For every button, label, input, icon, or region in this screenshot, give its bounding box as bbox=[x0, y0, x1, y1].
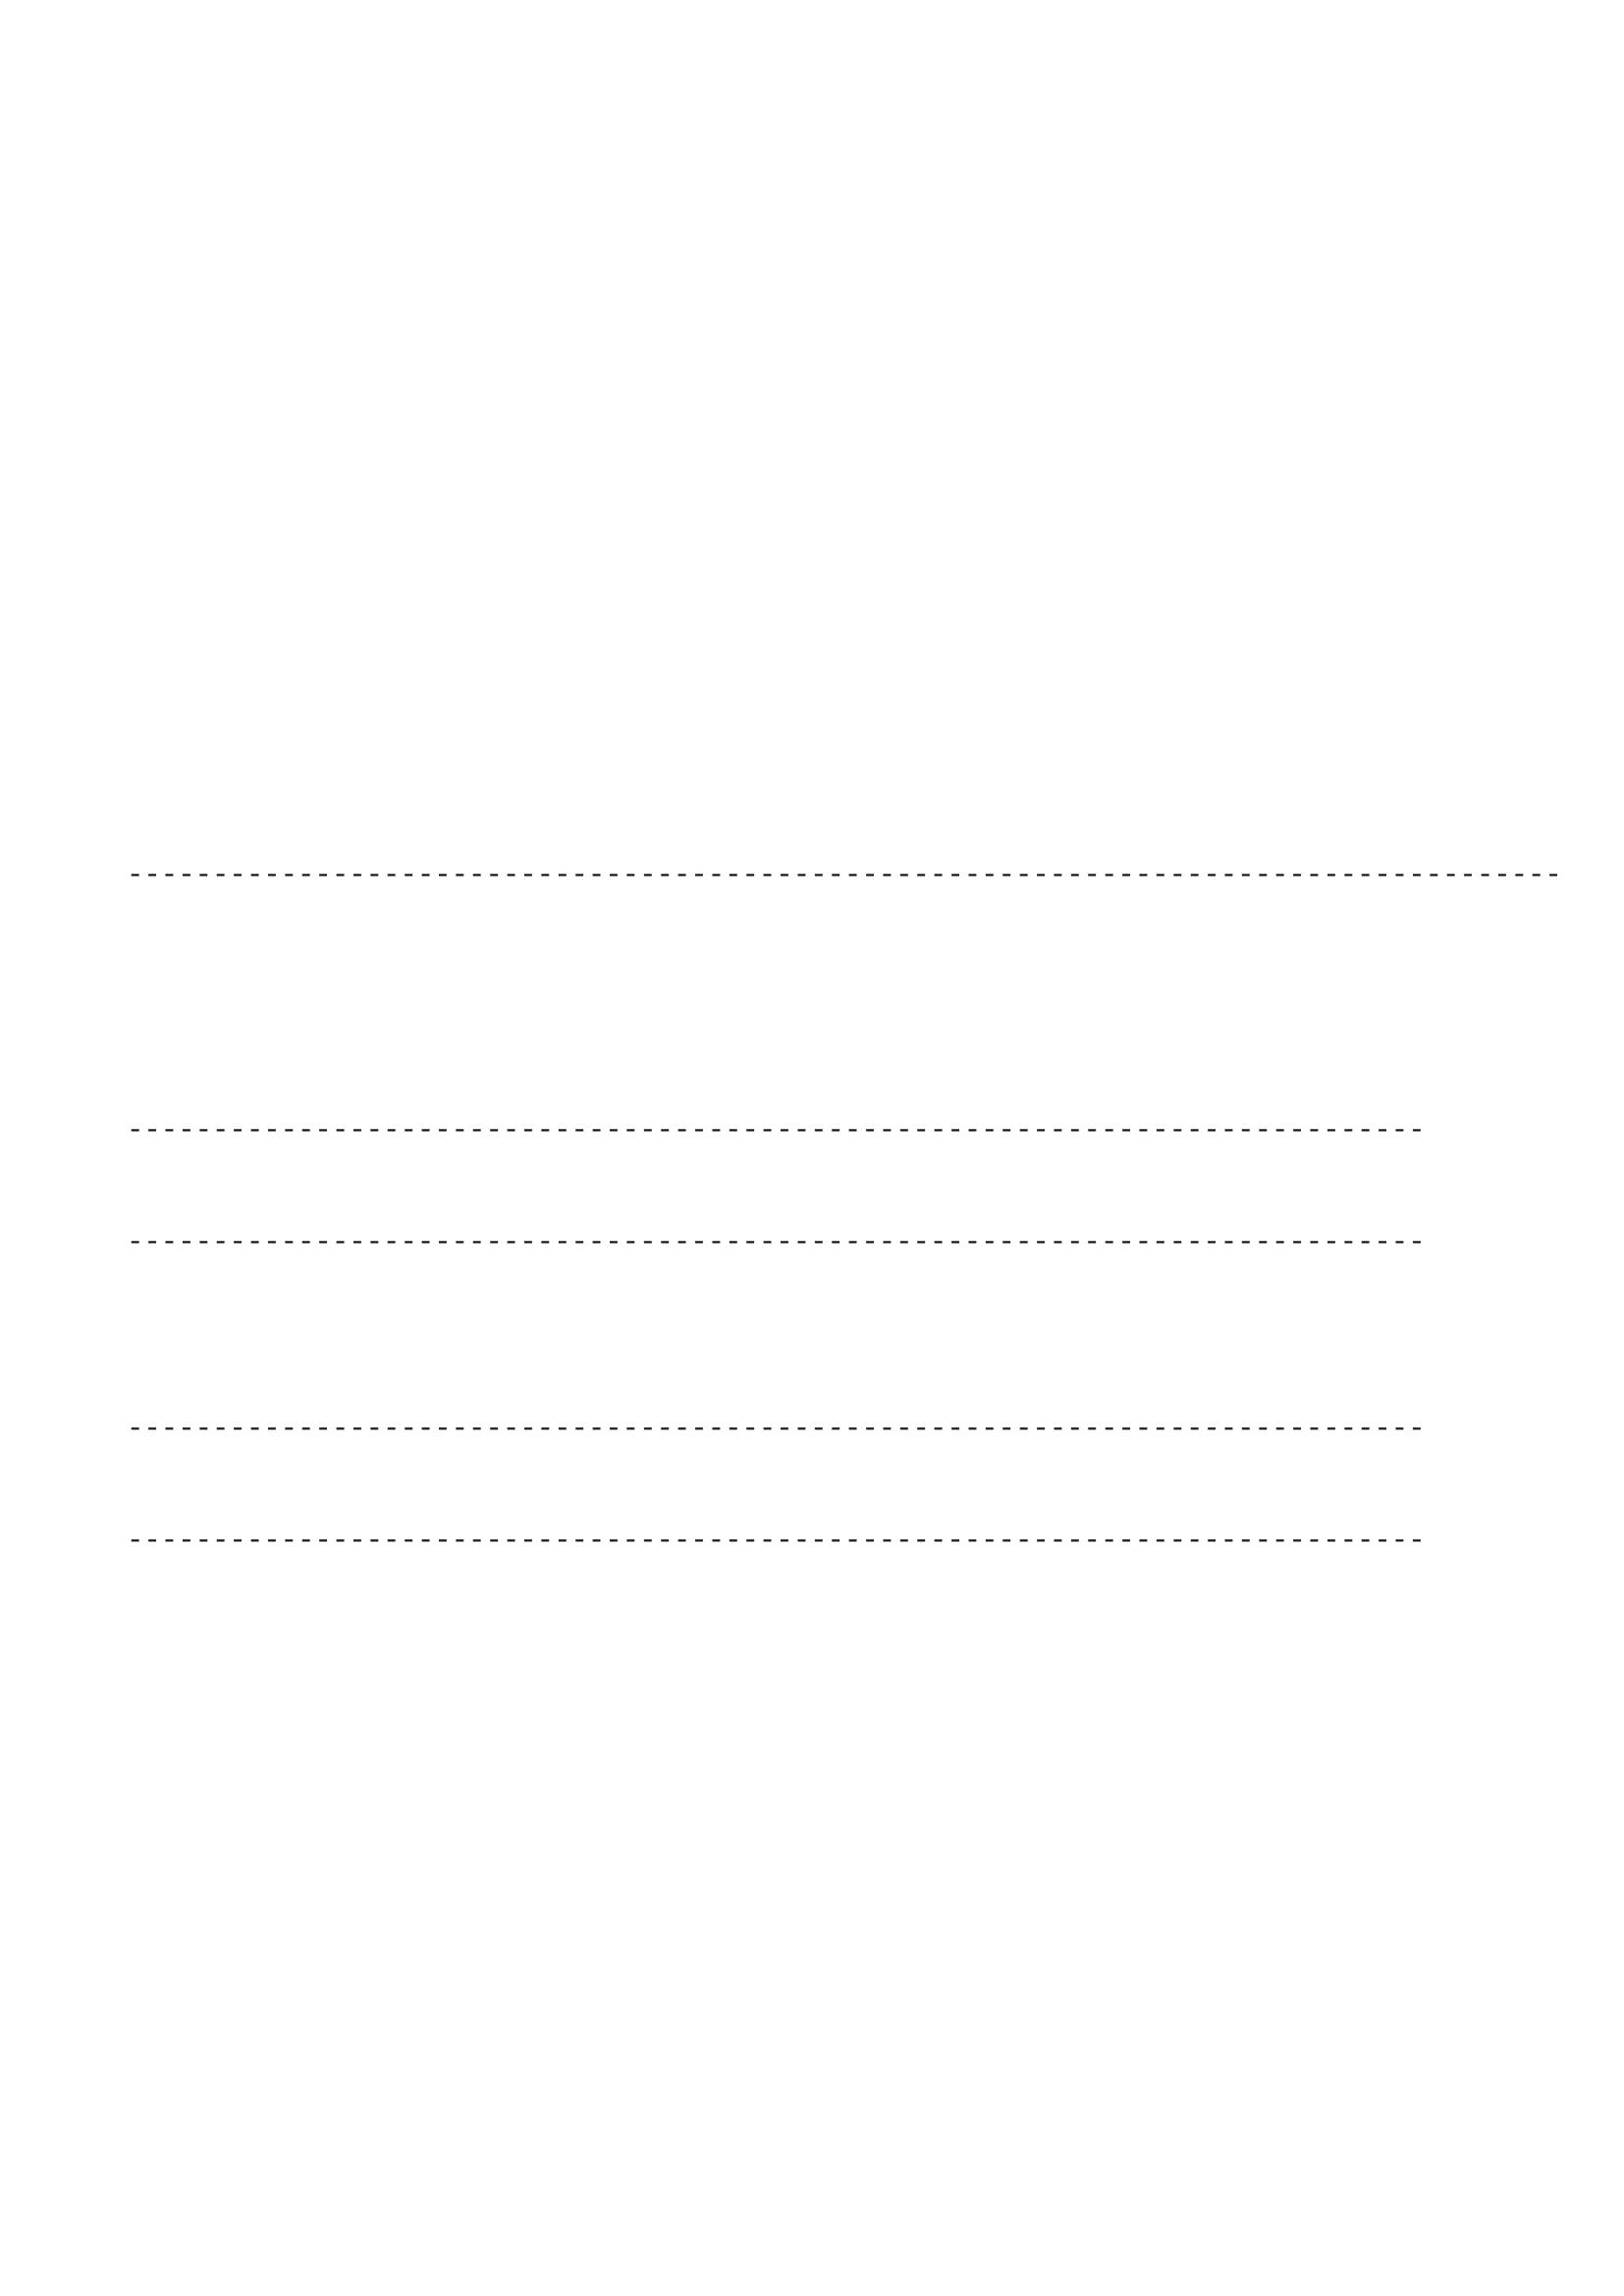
column-headers bbox=[127, 1151, 1550, 1226]
separator: ---------------------------------------------------------------------------- bbox=[127, 1413, 1426, 1445]
group-1 bbox=[127, 1263, 1550, 1413]
group-1-date bbox=[127, 1263, 1550, 1301]
competition-header bbox=[127, 933, 1501, 1082]
table-row bbox=[127, 1301, 1550, 1338]
separator: ---------------------------------------------------------------------------- bbox=[127, 1114, 1426, 1147]
separator: ---------------------------------------------------------------------------- bbox=[127, 1524, 1426, 1557]
group-2-title-row bbox=[127, 1562, 1550, 1599]
group-2 bbox=[127, 1562, 1550, 1599]
separator: ---------------------------------------------------------------------------- bbox=[127, 1226, 1426, 1258]
group-1-total bbox=[127, 1375, 1550, 1413]
group-1-summary bbox=[127, 1338, 1550, 1375]
separator: ------------------------------------------------------------------------------------ bbox=[127, 859, 1562, 891]
column-headers-2 bbox=[127, 1450, 1550, 1524]
